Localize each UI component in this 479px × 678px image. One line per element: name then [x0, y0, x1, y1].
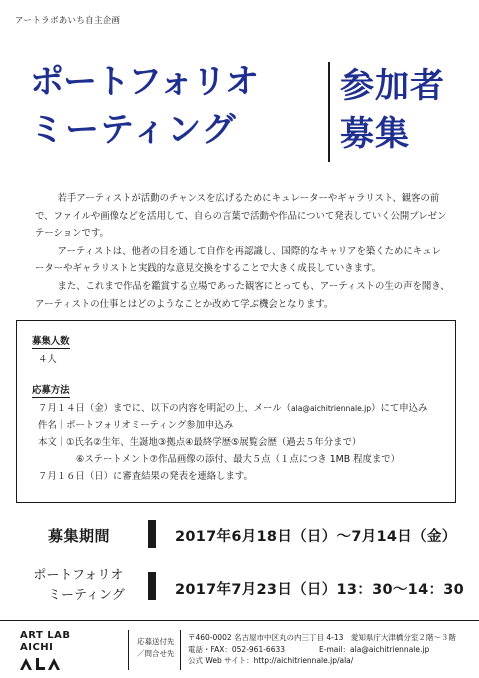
method-heading: 応募方法: [32, 385, 70, 396]
contact-label-line2: ／問合せ先: [137, 649, 175, 658]
contact-label: [137, 636, 175, 660]
contact-website[interactable]: 公式 Web サイト：http://aichitriennale.jp/ala/: [188, 656, 354, 665]
intro-text: [35, 190, 450, 313]
method-line: [32, 400, 440, 417]
meeting-bar: [148, 572, 156, 600]
intro-paragraph: 若手アーティストが活動のチャンスを広げるためにキュレーターやギャラリスト、観客の前で、ファイルや画像などを活用して、自らの言葉で活動や作品について発表していく公開プレゼンテーションです。: [35, 193, 447, 240]
intro-paragraph: また、これまで作品を鑑賞する立場であった観客にとっても、アーティストの生の声を聞き、アーティストの仕事とはどのようなことか改めて学ぶ機会となります。: [35, 280, 450, 310]
application-info-box: [16, 320, 456, 503]
contact-tel-email-row: [188, 644, 456, 656]
meeting-label: [32, 566, 125, 606]
recruit-count-heading: 募集人数: [32, 336, 70, 347]
period-bar: [148, 520, 156, 548]
period-label: 募集期間: [48, 527, 111, 545]
recruit-title-line1: 参加者: [340, 66, 445, 106]
contact-address: 〒460-0002 名古屋市中区丸の内三丁目 4-13 愛知県庁大津橋分室２階〜３階: [188, 633, 456, 642]
meeting-label-line2: ミーティング: [48, 588, 125, 603]
organizer-label: アートラボあいち自主企画: [15, 16, 121, 26]
meeting-value: 2017年7月23日（日）13：30〜14：30: [175, 582, 465, 598]
contact-label-line1: 応募送付先: [137, 637, 175, 646]
body-line-continued: ⑥ステートメント⑦作品画像の添付、最大５点（１点につき 1MB 程度まで）: [76, 454, 401, 465]
contact-tel-fax: 電話・FAX：052-961-6633: [188, 644, 286, 654]
body-line: 本文｜①氏名②生年、生誕地③拠点④最終学歴⑤展覧会歴（過去５年分まで）: [38, 437, 362, 448]
intro-paragraph: アーティストは、他者の目を通して自作を再認識し、国際的なキャリアを築くためにキュレーターやギャラリストと実践的な意見交換をすることで大きく成長していきます。: [35, 245, 441, 275]
footer-divider: [128, 630, 129, 670]
contact-info: [188, 632, 456, 667]
period-value: 2017年6月18日（日）〜7月14日（金）: [175, 529, 457, 545]
ala-logo-icon: [20, 658, 64, 670]
footer-rule: [0, 620, 479, 621]
subject-line: 件名｜ポートフォリオミーティング参加申込み: [38, 420, 234, 431]
recruit-count-value: ４人: [38, 354, 57, 365]
recruit-title-line2: 募集: [340, 114, 410, 154]
method-email-link[interactable]: ala@aichitriennale.jp: [290, 404, 372, 413]
logo-line2: AICHI: [20, 642, 54, 653]
meeting-label-line1: ポートフォリオ: [33, 568, 124, 583]
title-divider: [328, 62, 330, 162]
logo-line1: ART LAB: [20, 630, 71, 641]
contact-email[interactable]: E-mail：ala@aichitriennale.jp: [319, 644, 430, 654]
result-line: ７月１６日（日）に審査結果の発表を連絡します。: [38, 471, 253, 482]
footer-divider-2: [180, 630, 181, 670]
method-text-end: ）にて申込み: [371, 403, 428, 414]
recruit-title: [340, 62, 445, 158]
main-title-line1: ポートフォリオ: [30, 62, 258, 102]
main-title-line2: ミーティング: [30, 110, 237, 150]
main-title: [30, 62, 258, 150]
footer-logo-text: [20, 630, 71, 654]
method-text: ７月１４日（金）までに、以下の内容を明記の上、メール（: [38, 403, 291, 414]
